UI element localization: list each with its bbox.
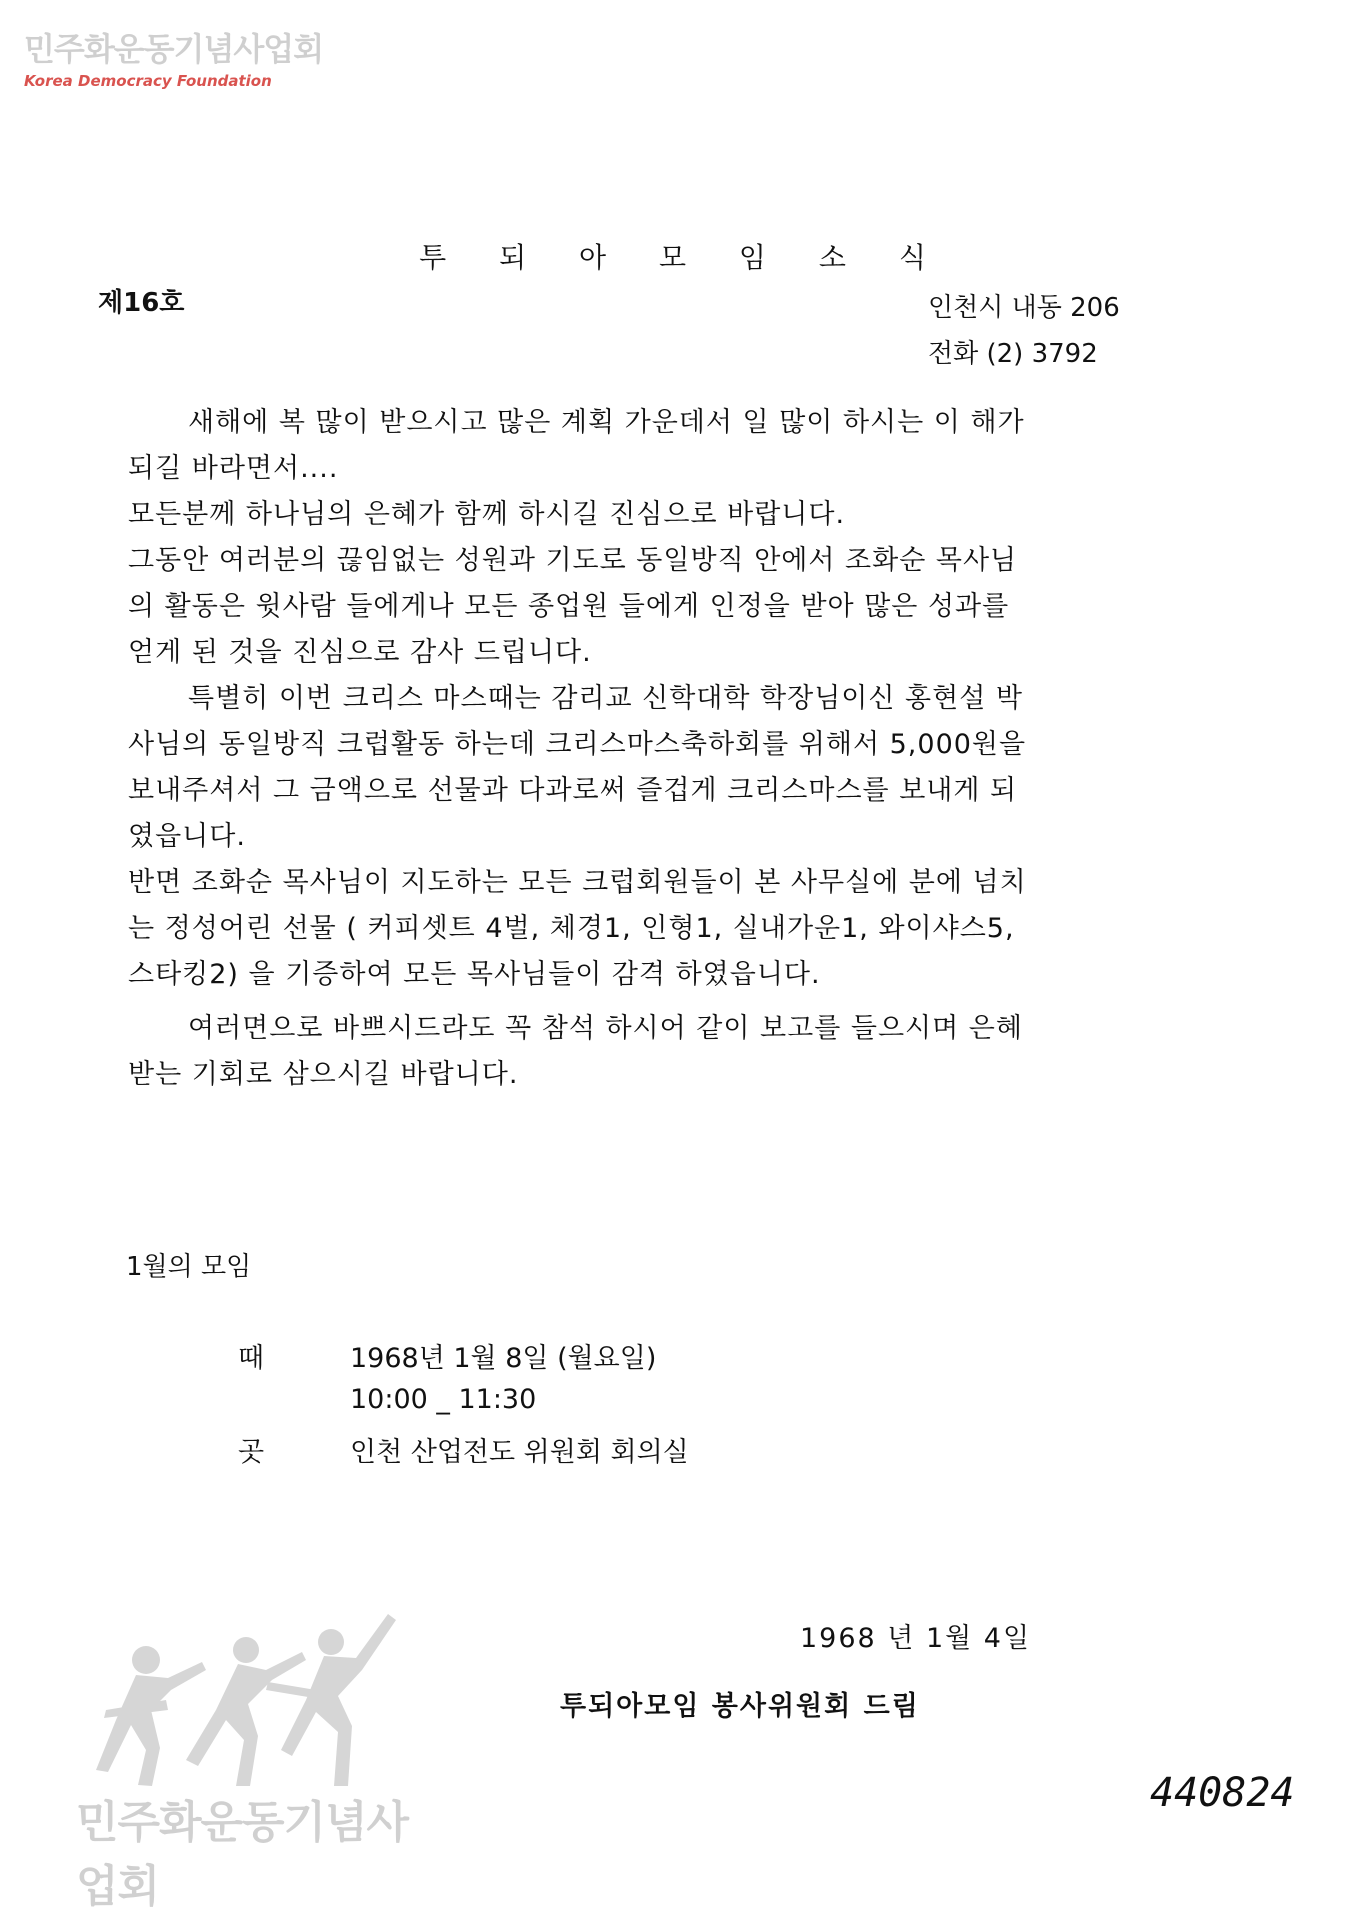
when-date: 1968년 1월 8일 (월요일) <box>350 1343 657 1374</box>
body-line: 되길 바라면서.... <box>128 453 339 484</box>
logo-korean-text: 민주화운동기념사업회 <box>24 30 324 68</box>
watermark-korean-text: 민주화운동기념사업회 <box>76 1797 409 1912</box>
sign-off: 투되아모임 봉사위원회 드림 <box>560 1691 920 1722</box>
body-line: 그동안 여러분의 끊임없는 성원과 기도로 동일방직 안에서 조화순 목사님 <box>128 545 1018 576</box>
dancing-figures-icon <box>76 1600 436 1790</box>
address-block <box>928 285 1120 377</box>
body-line: 모든분께 하나님의 은혜가 함께 하시길 진심으로 바랍니다. <box>128 499 846 530</box>
body-line: 특별히 이번 크리스 마스때는 감리교 신학대학 학장님이신 홍현설 박 <box>188 683 1023 714</box>
body-line: 는 정성어린 선물 ( 커피셋트 4벌, 체경1, 인형1, 실내가운1, 와이샤스5, <box>128 913 1015 944</box>
foundation-logo <box>24 24 323 90</box>
body-line: 얻게 된 것을 진심으로 감사 드립니다. <box>128 637 592 668</box>
where-value: 인천 산업전도 위원회 회의실 <box>350 1437 689 1468</box>
body-line: 의 활동은 윗사람 들에게나 모든 종업원 들에게 인정을 받아 많은 성과를 <box>128 591 1010 622</box>
body-line: 스타킹2) 을 기증하여 모든 목사님들이 감격 하였읍니다. <box>128 959 821 990</box>
letter-date: 1968 년 1월 4일 <box>800 1623 1032 1654</box>
meeting-heading: 1월의 모임 <box>126 1252 252 1282</box>
issue-number: 제16호 <box>98 288 185 318</box>
where-label: 곳 <box>238 1437 265 1468</box>
newsletter-title: 투 되 아 모 임 소 식 <box>419 241 948 274</box>
body-line: 보내주셔서 그 금액으로 선물과 다과로써 즐겁게 크리스마스를 보내게 되 <box>128 775 1018 806</box>
body-line: 였읍니다. <box>128 821 246 852</box>
address: 인천시 내동 206 <box>928 293 1120 323</box>
foundation-watermark <box>76 1600 436 1912</box>
document-number: 440824 <box>1150 1770 1295 1816</box>
body-line: 새해에 복 많이 받으시고 많은 계획 가운데서 일 많이 하시는 이 해가 <box>188 407 1025 438</box>
phone: 전화 (2) 3792 <box>928 339 1098 369</box>
letter-body <box>128 400 1238 1098</box>
body-line: 받는 기회로 삼으시길 바랍니다. <box>128 1059 519 1090</box>
when-time: 10:00 _ 11:30 <box>350 1384 537 1415</box>
body-line: 여러면으로 바쁘시드라도 꼭 참석 하시어 같이 보고를 들으시며 은혜 <box>188 1013 1023 1044</box>
body-line: 반면 조화순 목사님이 지도하는 모든 크럽회원들이 본 사무실에 분에 넘치 <box>128 867 1027 898</box>
logo-english-text: Korea Democracy Foundation <box>24 72 272 90</box>
body-line: 사님의 동일방직 크럽활동 하는데 크리스마스축하회를 위해서 5,000원을 <box>128 729 1027 760</box>
when-label: 때 <box>238 1343 265 1374</box>
